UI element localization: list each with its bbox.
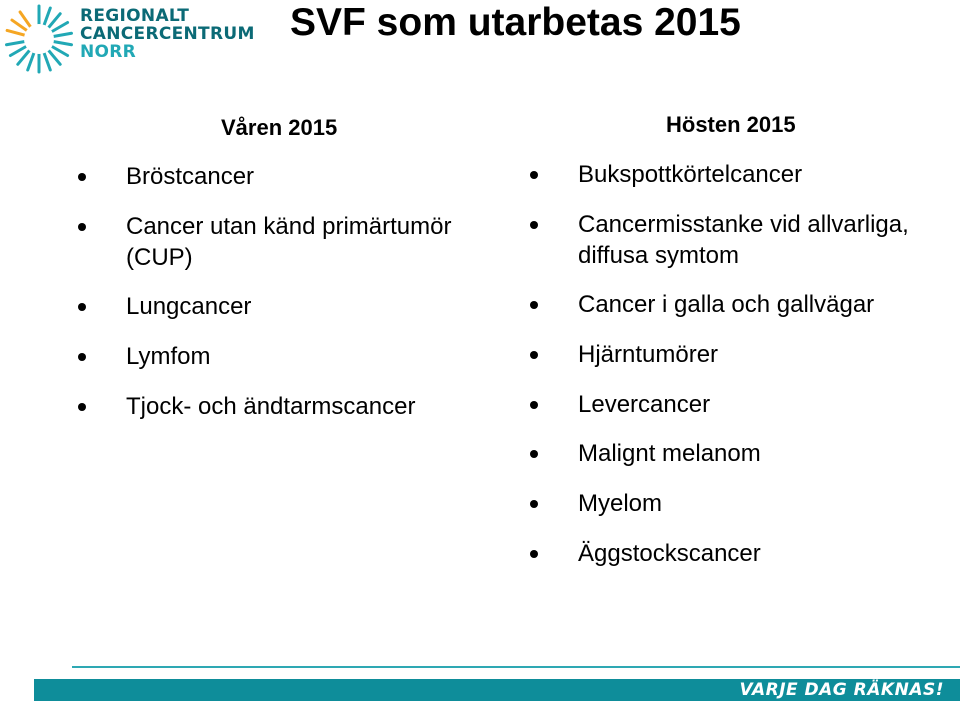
- list-item: Hjärntumörer: [578, 340, 718, 370]
- list-item: Malignt melanom: [578, 439, 761, 469]
- list-item: Lungcancer: [126, 292, 251, 322]
- bullet-icon: [78, 403, 86, 411]
- right-column-heading: Hösten 2015: [666, 112, 796, 137]
- logo-line-cancercentrum: CANCERCENTRUM: [80, 24, 255, 44]
- bullet-icon: [530, 171, 538, 179]
- footer-divider: [72, 666, 960, 668]
- bullet-icon: [78, 303, 86, 311]
- bullet-icon: [530, 351, 538, 359]
- bullet-icon: [530, 500, 538, 508]
- list-item: Lymfom: [126, 342, 210, 372]
- footer-tagline: VARJE DAG RÄKNAS!: [739, 680, 944, 700]
- bullet-icon: [530, 450, 538, 458]
- list-item: Bröstcancer: [126, 162, 254, 192]
- list-item: Myelom: [578, 489, 662, 519]
- list-item: Cancermisstanke vid allvarliga,: [578, 210, 909, 240]
- bullet-icon: [530, 221, 538, 229]
- list-item-continuation: diffusa symtom: [578, 242, 739, 269]
- bullet-icon: [78, 223, 86, 231]
- logo-line-norr: NORR: [80, 42, 137, 62]
- logo: [4, 4, 254, 74]
- bullet-icon: [530, 301, 538, 309]
- bullet-icon: [78, 173, 86, 181]
- logo-line-regionalt: REGIONALT: [80, 6, 190, 26]
- left-column-heading: Våren 2015: [221, 115, 338, 140]
- list-item: Tjock- och ändtarmscancer: [126, 392, 415, 422]
- bullet-icon: [78, 353, 86, 361]
- sun-logo-icon: [4, 4, 74, 74]
- bullet-icon: [530, 401, 538, 409]
- list-item: Levercancer: [578, 390, 710, 420]
- slide-title: SVF som utarbetas 2015: [290, 1, 741, 44]
- list-item-continuation: (CUP): [126, 244, 193, 271]
- list-item: Cancer utan känd primärtumör: [126, 212, 451, 242]
- bullet-icon: [530, 550, 538, 558]
- list-item: Äggstockscancer: [578, 539, 761, 569]
- list-item: Bukspottkörtelcancer: [578, 160, 802, 190]
- list-item: Cancer i galla och gallvägar: [578, 290, 874, 320]
- logo-wordmark: [80, 7, 255, 61]
